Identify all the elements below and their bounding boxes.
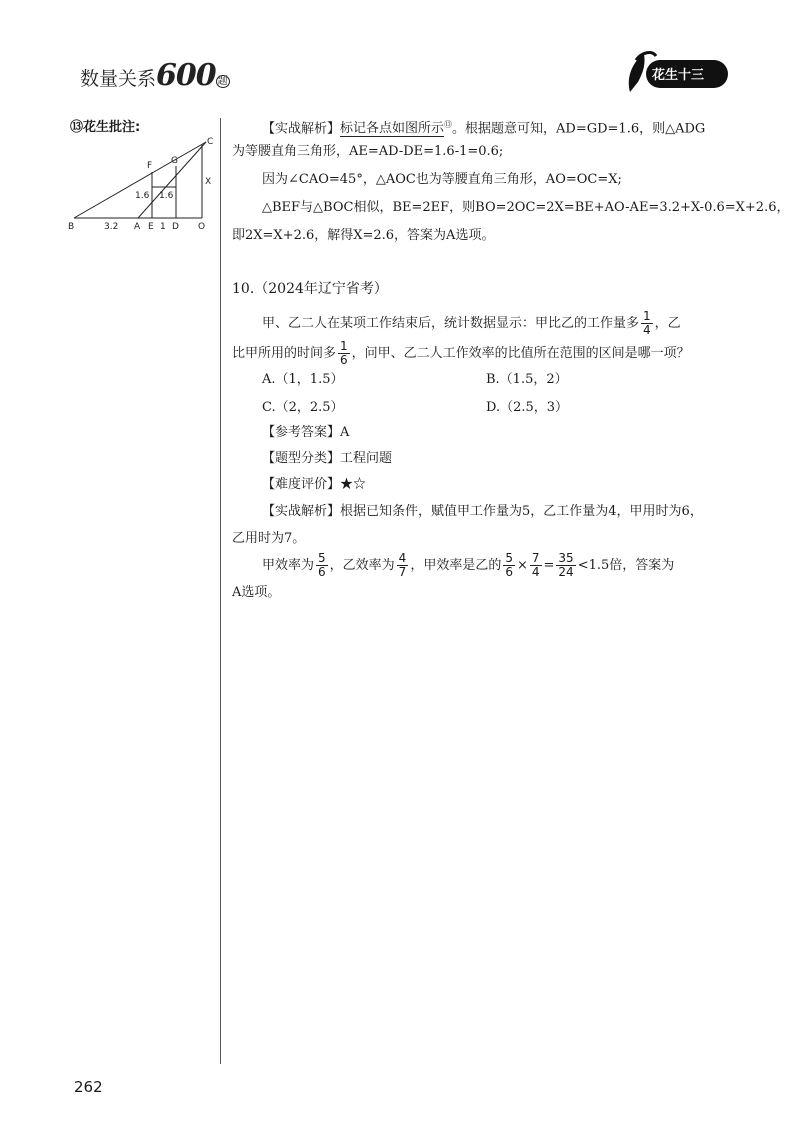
equals-sign: = [543,558,555,573]
label-len-ba: 3.2 [104,222,119,232]
stem-text-c: 比甲所用的时间多 [232,346,337,361]
frac-num: 1 [340,339,348,353]
difficulty-stars: ★☆ [340,477,367,492]
stem-text-a: 甲、乙二人在某项工作结束后，统计数据显示：甲比乙的工作量多 [262,316,640,331]
page-number: 262 [74,1078,103,1096]
fraction-35-24 [556,552,575,579]
analysis-line-1: 【实战解析】根据已知条件，赋值甲工作量为5，乙工作量为4，甲用时为6， [262,504,703,519]
eff-text-c: ，甲效率是乙的 [410,558,502,573]
option-c[interactable]: C.（2，2.5） [262,400,344,415]
option-b[interactable]: B.（1.5，2） [486,372,568,387]
analysis-efficiency-line [262,552,674,579]
label-o: O [198,222,206,232]
eff-text-d: <1.5倍，答案为 [577,558,675,573]
reference-answer: 【参考答案】A [262,425,350,440]
frac-num: 5 [505,551,513,565]
label-f: F [147,161,153,171]
question-stem-line-2 [232,340,690,367]
analysis-prev-line-5: 即2X=X+2.6，解得X=2.6，答案为A选项。 [232,228,495,243]
label-h2: 1.6 [159,191,174,201]
label-e: E [148,222,154,232]
fraction-four-sevenths [397,552,409,579]
difficulty-rating [262,476,366,494]
line-ac [138,142,206,218]
frac-den: 4 [531,565,540,579]
option-d[interactable]: D.（2.5，3） [486,400,569,415]
sidebar-note-label: ⑬花生批注: [70,120,141,135]
label-x: X [205,177,212,187]
label-h1: 1.6 [135,191,150,201]
eff-text-b: ，乙效率为 [329,558,395,573]
label-g: G [171,156,178,166]
question-category: 【题型分类】工程问题 [262,451,393,466]
label-len-ed: 1 [160,222,166,232]
fraction-seven-quarters [530,552,542,579]
stem-text-d: ，问甲、乙二人工作效率的比值所在范围的区间是哪一项？ [351,346,690,361]
book-title-number: 600 [156,58,216,93]
frac-den: 4 [643,323,651,337]
analysis-prev-line-3: 因为∠CAO=45°，△AOC也为等腰直角三角形，AO=OC=X; [262,172,622,187]
fraction-one-sixth [338,340,350,367]
analysis-line-2: 乙用时为7。 [232,531,306,546]
book-title [80,58,230,93]
line-bc [74,142,206,218]
frac-den: 24 [558,565,574,579]
frac-den: 6 [505,565,513,579]
frac-num: 35 [558,551,574,565]
frac-num: 4 [398,551,407,565]
annotated-phrase: 标记各点如图所示 [340,121,445,137]
frac-den: 7 [398,565,407,579]
frac-num: 5 [318,551,326,565]
brand-logo [622,48,730,96]
frac-num: 1 [643,309,651,323]
fraction-five-sixths [316,552,328,579]
option-a[interactable]: A.（1，1.5） [262,372,344,387]
question-header: 10.（2024年辽宁省考） [232,281,388,297]
frac-den: 6 [318,565,326,579]
label-d: D [172,222,179,232]
label-a: A [134,222,141,232]
times-sign: × [516,558,528,573]
question-stem-line-1 [262,310,681,337]
eff-text-a: 甲效率为 [262,558,315,573]
stem-text-b: ，乙 [654,316,681,331]
analysis-prev-line-1 [262,116,705,138]
fraction-five-sixths-b [503,552,515,579]
frac-den: 6 [340,353,348,367]
analysis-prev-text: 。根据题意可知，AD=GD=1.6，则△ADG [452,121,706,137]
analysis-tag: 【实战解析】 [262,121,341,137]
frac-num: 7 [531,551,540,565]
fraction-one-quarter [641,310,653,337]
difficulty-label: 【难度评价】 [262,477,341,492]
analysis-prev-line-4: △BEF与△BOC相似，BE=2EF，则BO=2OC=2X=BE+AO-AE=3.2+X-0.6=X+2.6， [262,200,790,215]
annotation-marker: ⑬ [444,120,453,129]
analysis-prev-line-2: 为等腰直角三角形，AE=AD-DE=1.6-1=0.6; [232,144,504,159]
analysis-line-4: A选项。 [232,585,281,600]
similar-triangles-diagram [66,132,226,236]
label-b: B [68,222,75,232]
logo-text: 花生十三 [652,68,705,83]
book-title-prefix: 数量关系 [80,68,157,90]
column-divider [220,118,221,1064]
label-c: C [207,137,214,147]
book-title-suffix: 题 [217,76,228,87]
